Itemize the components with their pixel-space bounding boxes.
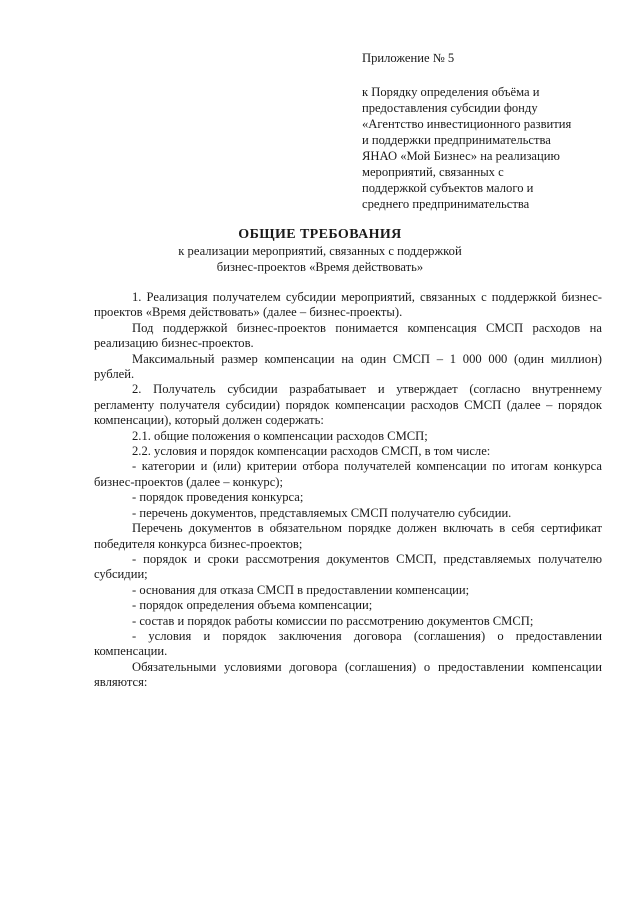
document-title — [100, 226, 540, 275]
body-paragraph: Максимальный размер компенсации на один СМСП – 1 000 000 (один миллион) рублей. — [94, 351, 602, 382]
body-paragraph: Обязательными условиями договора (соглашения) о предоставлении компенсации являются: — [94, 659, 602, 690]
body-list-item: - состав и порядок работы комиссии по рассмотрению документов СМСП; — [132, 613, 534, 628]
annex-header — [362, 50, 612, 212]
body-paragraph: Под поддержкой бизнес-проектов понимается компенсация СМСП расходов на реализацию бизнес-проектов. — [94, 320, 602, 351]
body-list-item: - перечень документов, представляемых СМСП получателю субсидии. — [132, 505, 512, 520]
body-paragraph: 2. Получатель субсидии разрабатывает и утверждает (согласно внутреннему регламенту получателя субсидии) порядок компенсации расходов СМСП (далее – порядок компенсации), который должен содержать: — [94, 382, 602, 428]
annex-header-line: «Агентство инвестиционного развития — [362, 117, 572, 131]
body-paragraph: 1. Реализация получателем субсидии мероприятий, связанных с поддержкой бизнес-проектов «Время действовать» (далее – бизнес-проекты). — [94, 290, 602, 320]
body-list-item: - основания для отказа СМСП в предоставлении компенсации; — [132, 582, 470, 597]
annex-header-line: среднего предпринимательства — [362, 197, 530, 211]
annex-header-line: предоставления субсидии фонду — [362, 101, 538, 115]
body-list-item: - порядок и сроки рассмотрения документов СМСП, представляемых получателю субсидии; — [94, 551, 602, 582]
body-paragraph: 2.1. общие положения о компенсации расходов СМСП; — [132, 428, 428, 443]
body-list-item: - порядок определения объема компенсации; — [132, 598, 373, 613]
annex-header-line: к Порядку определения объёма и — [362, 85, 540, 99]
body-paragraph: Перечень документов в обязательном порядке должен включать в себя сертификат победителя конкурса бизнес-проектов; — [94, 521, 602, 551]
annex-header-line: мероприятий, связанных с — [362, 165, 504, 179]
body-list-item: - порядок проведения конкурса; — [132, 490, 304, 505]
title-subtitle-line-2: бизнес-проектов «Время действовать» — [216, 260, 424, 274]
document-body — [94, 290, 602, 691]
title-subtitle-line-1: к реализации мероприятий, связанных с поддержкой — [178, 244, 462, 258]
annex-header-line: ЯНАО «Мой Бизнес» на реализацию — [362, 149, 560, 163]
body-list-item: - условия и порядок заключения договора (соглашения) о предоставлении компенсации. — [94, 628, 602, 659]
body-paragraph: 2.2. условия и порядок компенсации расходов СМСП, в том числе: — [132, 444, 491, 459]
annex-header-line: и поддержки предпринимательства — [362, 133, 551, 147]
annex-number: Приложение № 5 — [362, 51, 455, 65]
title-main: ОБЩИЕ ТРЕБОВАНИЯ — [238, 227, 402, 242]
annex-header-line: поддержкой субъектов малого и — [362, 181, 534, 195]
body-list-item: - категории и (или) критерии отбора получателей компенсации по итогам конкурса бизнес-проектов (далее – конкурс); — [94, 459, 602, 489]
